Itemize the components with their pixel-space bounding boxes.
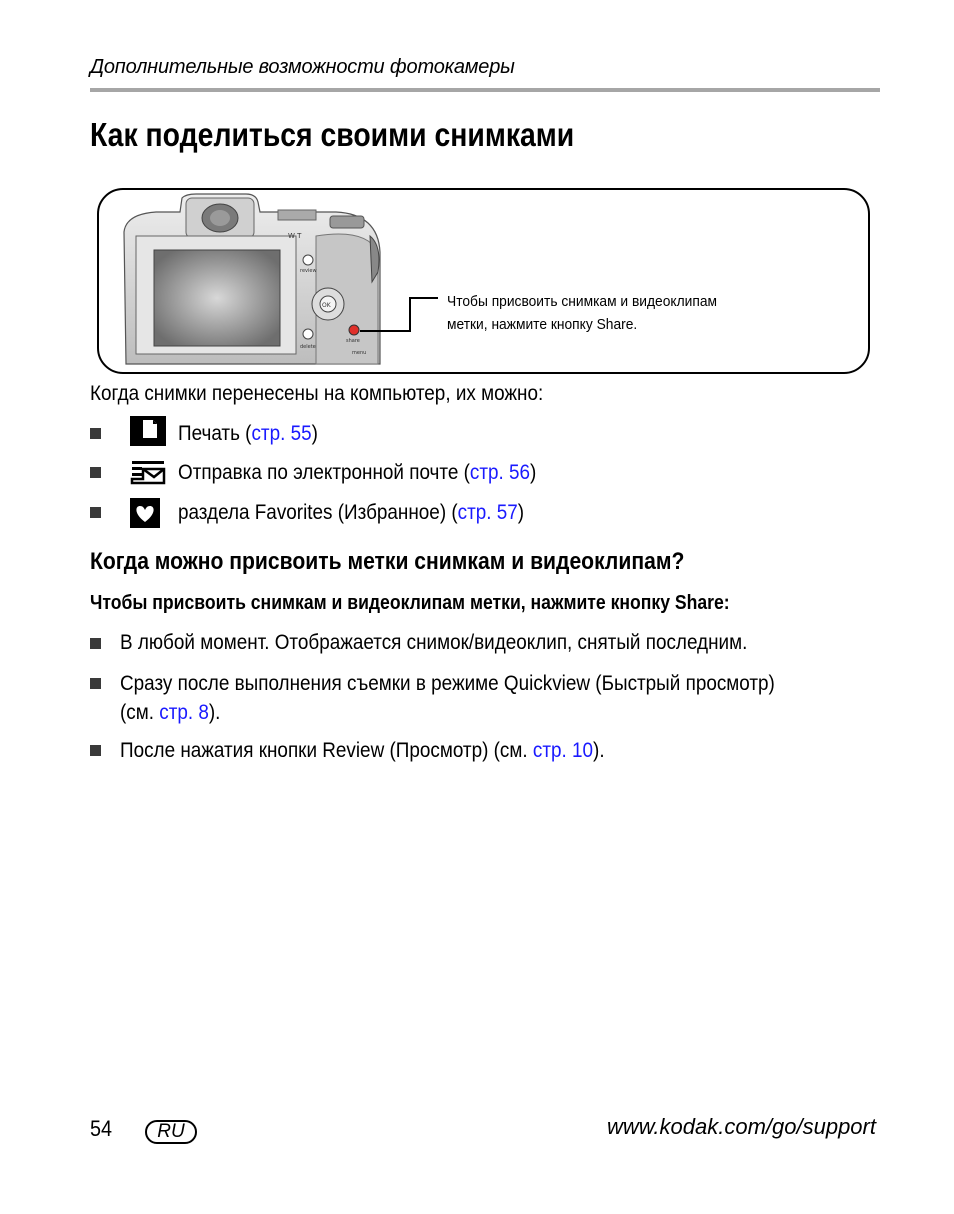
page-link[interactable]: стр. 8 [159, 701, 209, 724]
camera-back-illustration [116, 192, 386, 370]
bullet [90, 678, 101, 689]
bullet [90, 745, 101, 756]
list-item: В любой момент. Отображается снимок/видеоклип, снятый последним. [120, 631, 748, 654]
page-title: Как поделиться своими снимками [90, 116, 575, 153]
page-number: 54 [90, 1116, 113, 1141]
page-link[interactable]: стр. 10 [532, 739, 594, 762]
ok-label: OK [322, 302, 331, 309]
list-item: После нажатия кнопки Review (Просмотр) (см. стр. 10). [120, 739, 605, 762]
bullet [90, 638, 101, 649]
page-link[interactable]: стр. 56 [469, 461, 531, 484]
figure-callout: Чтобы присвоить снимкам и видеоклипам метки, нажмите кнопку Share. [447, 293, 717, 333]
zoom-label: W T [288, 232, 302, 240]
page-link[interactable]: стр. 55 [251, 422, 312, 445]
callout-leader [360, 330, 411, 332]
print-icon [130, 416, 166, 446]
share-option-email: Отправка по электронной почте (стр. 56) [178, 461, 537, 484]
section-subheading: Чтобы присвоить снимкам и видеоклипам метки, нажмите кнопку Share: [90, 592, 730, 614]
header-divider [90, 88, 880, 92]
delete-label: delete [300, 344, 316, 350]
running-header: Дополнительные возможности фотокамеры [90, 56, 515, 78]
bullet [90, 507, 101, 518]
menu-label: menu [352, 350, 367, 356]
share-option-favorites: раздела Favorites (Избранное) (стр. 57) [178, 501, 525, 524]
callout-leader [409, 297, 411, 332]
bullet [90, 467, 101, 478]
email-icon [130, 457, 166, 487]
review-label: review [300, 268, 317, 274]
share-option-print: Печать (стр. 55) [178, 422, 318, 445]
callout-leader [410, 297, 438, 299]
list-item: Сразу после выполнения съемки в режиме Quickview (Быстрый просмотр) [120, 672, 775, 695]
bullet [90, 428, 101, 439]
page-link[interactable]: стр. 57 [457, 501, 518, 524]
favorite-icon [130, 498, 166, 528]
language-badge: RU [145, 1120, 197, 1144]
intro-text: Когда снимки перенесены на компьютер, их можно: [90, 382, 544, 405]
section-heading: Когда можно присвоить метки снимкам и видеоклипам? [90, 548, 685, 575]
share-label: share [346, 338, 360, 344]
support-url[interactable]: www.kodak.com/go/support [606, 1114, 876, 1139]
list-item-continuation: (см. стр. 8). [120, 701, 221, 724]
